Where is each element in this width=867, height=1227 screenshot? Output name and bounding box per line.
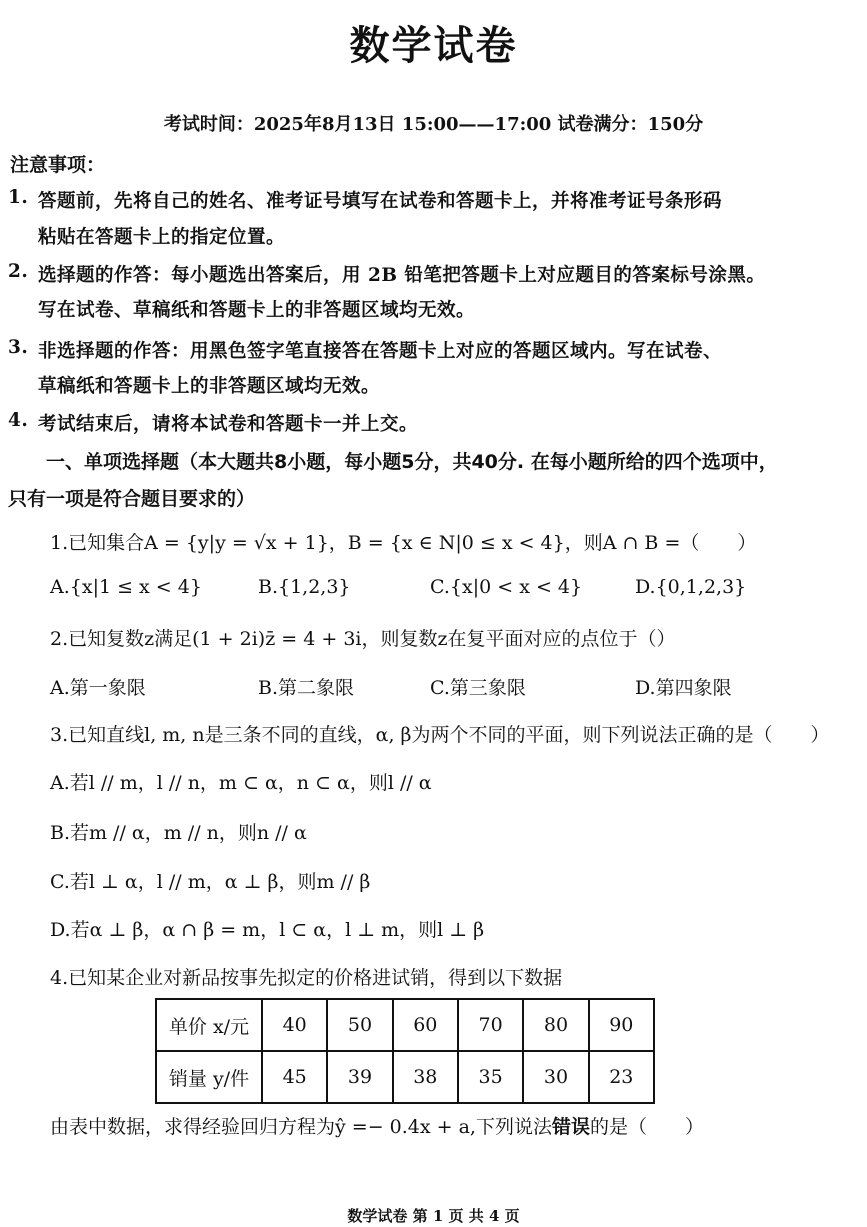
table-cell: 70 [458, 999, 523, 1051]
price-sales-table [155, 998, 655, 1104]
table-cell: 45 [262, 1051, 327, 1103]
question-2-option-b: B.第二象限 [258, 677, 355, 699]
question-3-option-a: A.若l // m，l // n，m ⊂ α，n ⊂ α，则l // α [50, 772, 432, 794]
notice-1-line-2: 粘贴在答题卡上的指定位置。 [38, 227, 286, 248]
notice-3-line-1: 非选择题的作答：用黑色签字笔直接答在答题卡上对应的答题区域内。写在试卷、 [38, 341, 723, 362]
question-1-option-b: B.{1,2,3} [258, 576, 351, 598]
notice-3-num: 3. [8, 337, 29, 358]
question-3-option-b: B.若m // α，m // n，则n // α [50, 822, 307, 844]
question-2-option-d: D.第四象限 [635, 677, 732, 699]
notice-3-line-2: 草稿纸和答题卡上的非答题区域均无效。 [38, 376, 381, 397]
notice-heading: 注意事项： [10, 154, 106, 176]
table-cell: 23 [589, 1051, 654, 1103]
table-cell: 35 [458, 1051, 523, 1103]
table-cell: 30 [523, 1051, 588, 1103]
notice-4-line-1: 考试结束后，请将本试卷和答题卡一并上交。 [38, 414, 419, 435]
question-4-emphasis: 错误 [551, 1116, 590, 1138]
question-2-option-c: C.第三象限 [430, 677, 526, 699]
question-1-option-d: D.{0,1,2,3} [635, 576, 747, 598]
notice-2-line-1: 选择题的作答：每小题选出答案后，用 2B 铅笔把答题卡上对应题目的答案标号涂黑。 [38, 265, 766, 286]
section-1-heading-line-1: 一、单项选择题（本大题共8小题，每小题5分，共40分. 在每小题所给的四个选项中， [46, 451, 778, 473]
table-header-sales: 销量 y/件 [156, 1051, 262, 1103]
table-cell: 38 [393, 1051, 458, 1103]
question-4-followup-pre: 由表中数据，求得经验回归方程为ŷ =− 0.4x + a,下列说法 [50, 1116, 552, 1138]
question-2-stem: 2.已知复数z满足(1 + 2i)z̄ = 4 + 3i，则复数z在复平面对应的点位于（） [50, 628, 676, 650]
notice-1-num: 1. [8, 187, 29, 208]
question-1-option-a: A.{x|1 ≤ x < 4} [50, 576, 202, 598]
notice-2-line-2: 写在试卷、草稿纸和答题卡上的非答题区域均无效。 [38, 300, 476, 321]
question-4-followup-post: 的是（ ） [589, 1116, 704, 1138]
table-cell: 40 [262, 999, 327, 1051]
notice-2-num: 2. [8, 261, 29, 282]
question-3-option-d: D.若α ⊥ β，α ∩ β = m，l ⊂ α，l ⊥ m，则l ⊥ β [50, 919, 485, 941]
page-title: 数学试卷 [349, 23, 518, 69]
table-cell: 60 [393, 999, 458, 1051]
table-cell: 50 [327, 999, 392, 1051]
table-header-price: 单价 x/元 [156, 999, 262, 1051]
question-4-followup [50, 1112, 704, 1139]
table-cell: 39 [327, 1051, 392, 1103]
question-1-stem: 1.已知集合A = {y|y = √x + 1}，B = {x ∈ N|0 ≤ x < 4}，则A ∩ B =（ ） [50, 532, 757, 554]
table-row [156, 1051, 654, 1103]
question-2-option-a: A.第一象限 [50, 677, 146, 699]
table-cell: 90 [589, 999, 654, 1051]
notice-4-num: 4. [8, 410, 29, 431]
table-row [156, 999, 654, 1051]
page-footer: 数学试卷 第 1 页 共 4 页 [347, 1207, 520, 1225]
question-3-stem: 3.已知直线l, m, n是三条不同的直线，α, β为两个不同的平面，则下列说法正确的是（ ） [50, 724, 830, 746]
section-1-heading-line-2: 只有一项是符合题目要求的） [8, 488, 256, 510]
exam-info: 考试时间：2025年8月13日 15:00——17:00 试卷满分：150分 [163, 114, 704, 135]
question-3-option-c: C.若l ⊥ α，l // m，α ⊥ β，则m // β [50, 871, 371, 893]
question-4-stem: 4.已知某企业对新品按事先拟定的价格进试销，得到以下数据 [50, 967, 563, 989]
question-1-option-c: C.{x|0 < x < 4} [430, 576, 583, 598]
notice-1-line-1: 答题前，先将自己的姓名、准考证号填写在试卷和答题卡上，并将准考证号条形码 [38, 191, 723, 212]
table-cell: 80 [523, 999, 588, 1051]
